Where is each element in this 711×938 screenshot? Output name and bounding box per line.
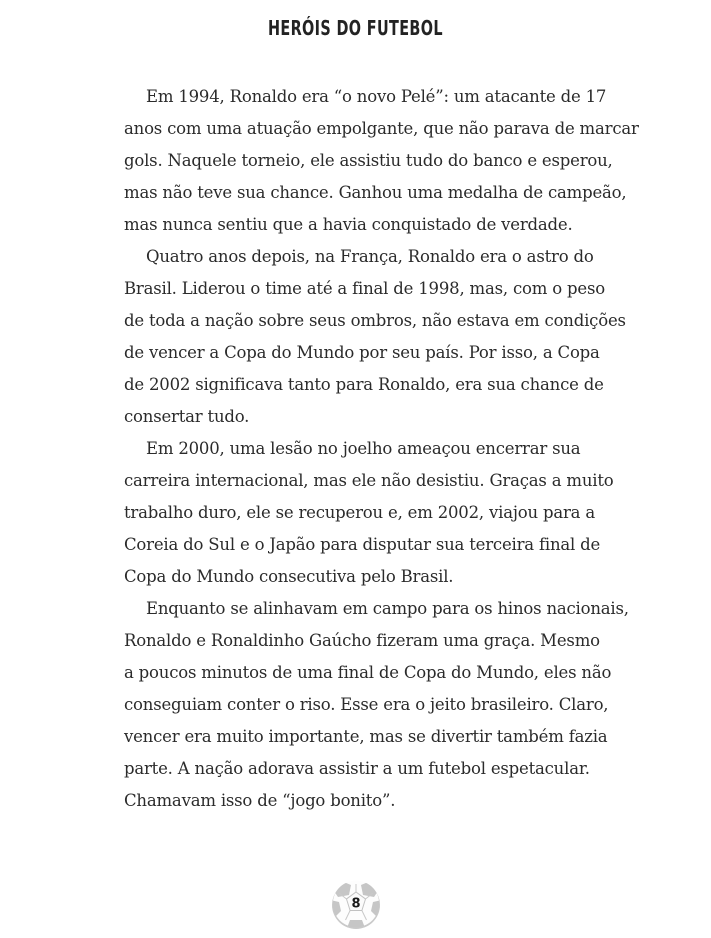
text-line: Em 2000, uma lesão no joelho ameaçou encerrar sua — [146, 439, 581, 458]
text-line: anos com uma atuação empolgante, que não parava de marcar — [124, 119, 639, 138]
text-line: Quatro anos depois, na França, Ronaldo era o astro do — [146, 247, 594, 266]
text-line: Brasil. Liderou o time até a final de 1998, mas, com o peso — [124, 279, 605, 298]
text-line: Copa do Mundo consecutiva pelo Brasil. — [124, 567, 454, 586]
running-header — [0, 16, 711, 40]
text-line: gols. Naquele torneio, ele assistiu tudo do banco e esperou, — [124, 151, 613, 170]
text-line: conseguiam conter o riso. Esse era o jeito brasileiro. Claro, — [124, 695, 609, 714]
text-line: consertar tudo. — [124, 407, 250, 426]
soccer-ball-icon — [330, 879, 382, 931]
text-line: de vencer a Copa do Mundo por seu país. Por isso, a Copa — [124, 343, 600, 362]
text-line: Ronaldo e Ronaldinho Gaúcho fizeram uma graça. Mesmo — [124, 631, 600, 650]
text-line: a poucos minutos de uma final de Copa do Mundo, eles não — [124, 663, 612, 682]
text-line: Em 1994, Ronaldo era “o novo Pelé”: um atacante de 17 — [146, 87, 607, 106]
text-block — [124, 81, 639, 817]
text-line: de toda a nação sobre seus ombros, não estava em condições — [124, 311, 626, 330]
text-line: de 2002 significava tanto para Ronaldo, era sua chance de — [124, 375, 604, 394]
text-line: Enquanto se alinhavam em campo para os hinos nacionais, — [146, 599, 629, 618]
text-line: mas não teve sua chance. Ganhou uma medalha de campeão, — [124, 183, 627, 202]
running-header-text: HERÓIS DO FUTEBOL — [268, 16, 443, 40]
text-line: carreira internacional, mas ele não desistiu. Graças a muito — [124, 471, 614, 490]
text-line: Chamavam isso de “jogo bonito”. — [124, 791, 396, 810]
text-line: Coreia do Sul e o Japão para disputar sua terceira final de — [124, 535, 601, 554]
page-number: 8 — [350, 896, 361, 912]
text-line: trabalho duro, ele se recuperou e, em 2002, viajou para a — [124, 503, 595, 522]
text-line: parte. A nação adorava assistir a um futebol espetacular. — [124, 759, 590, 778]
text-line: mas nunca sentiu que a havia conquistado de verdade. — [124, 215, 573, 234]
text-line: vencer era muito importante, mas se divertir também fazia — [124, 727, 608, 746]
